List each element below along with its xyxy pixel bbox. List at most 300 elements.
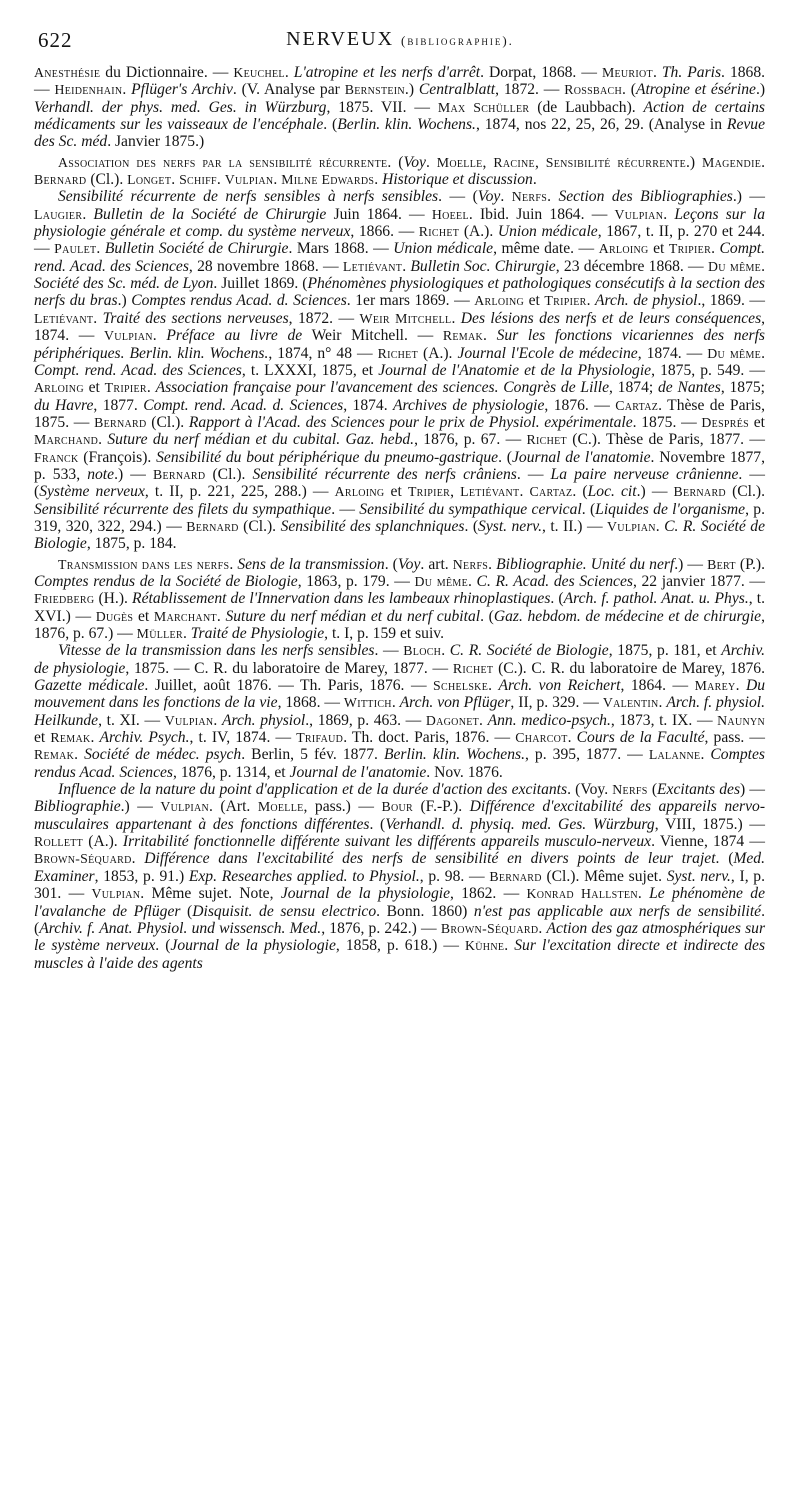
citation-text: , 1876. — — [544, 396, 616, 414]
author-name: Rossbach — [564, 82, 622, 98]
citation-title: Voy — [403, 153, 426, 171]
paragraph-anesthesie — [34, 64, 765, 151]
citation-text: . — [532, 171, 537, 189]
citation-title: Suture du nerf médian et du nerf cubital — [225, 607, 481, 625]
citation-title: Arch. von Pflüger — [399, 694, 511, 712]
citation-title: C. R. Société de Biologie — [449, 642, 609, 660]
citation-text: , p. 98. — — [419, 867, 490, 885]
citation-text: et — [34, 729, 51, 747]
citation-text: , 1868. — — [277, 694, 344, 712]
author-name: Arloing — [334, 484, 385, 500]
author-name: Longet — [127, 172, 172, 188]
author-name: Tripier — [544, 293, 587, 309]
citation-title: Arch. f. physiol. Heilkunde — [34, 694, 766, 729]
citation-text: , 1875; — [720, 379, 766, 397]
author-name: Franck — [34, 449, 79, 465]
citation-title: Excitants des — [657, 781, 741, 799]
citation-text: . ( — [572, 483, 588, 501]
citation-title: Verhandl. d. physiq. med. Ges. Würzburg — [385, 815, 655, 833]
citation-text: , pass.) — — [303, 798, 382, 816]
citation-text: , 28 novembre 1868. — — [188, 257, 343, 275]
citation-title: Arch. de physiol — [595, 292, 698, 310]
citation-text: , p. 319, 320, 322, 294.) — — [34, 500, 765, 535]
citation-text: .) — [685, 153, 703, 171]
citation-title: Sensibilité récurrente des nerfs crâniens — [252, 465, 517, 483]
citation-title: Comptes rendus de la Société de Biologie — [34, 572, 298, 590]
citation-text: .) — — [674, 555, 708, 573]
citation-text: , 1875, p. 181, et — [608, 642, 722, 660]
author-name: Rollett — [34, 834, 84, 850]
author-name: Keuchel — [233, 65, 285, 80]
citation-title: Archives de physiologie — [393, 396, 545, 414]
citation-text: Juin 1864. — — [326, 205, 432, 223]
author-name: Bernstein — [344, 82, 405, 98]
citation-text: . — [637, 885, 650, 903]
citation-title: Berlin. klin. Wochens. — [383, 746, 525, 764]
citation-text: . — [152, 327, 167, 345]
citation-text: , VIII, 1875.) — — [654, 815, 765, 833]
citation-text: . — [663, 205, 675, 223]
citation-title: Sur les fonctions vicariennes des nerfs périphériques. Berlin. klin. Wochens. — [34, 327, 765, 362]
citation-text: . Berlin, 5 fév. 1877. — [241, 746, 384, 764]
citation-title: Th. Paris — [661, 64, 722, 81]
citation-text: . — [451, 309, 461, 327]
citation-text: . art. — [420, 555, 453, 573]
running-subtitle: (bibliographie). — [401, 33, 514, 48]
citation-title: Bibliographie. Unité du nerf — [496, 555, 675, 573]
citation-title: Compt. rend. Acad. des Sciences — [34, 361, 242, 379]
author-name: Friedberg — [34, 591, 95, 607]
citation-title: Phénomènes physiologiques et pathologiques consécutifs à la section des nerfs du bras — [34, 275, 765, 310]
citation-text: .) — — [114, 465, 153, 483]
citation-title: Rétablissement de l'Innervation dans les lambeaux rhinoplastiques — [132, 590, 551, 608]
author-name: Bernard — [186, 518, 239, 534]
citation-title: Différence d'excitabilité des appareils nervo-musculaires appartenant à des fonctions différentes — [34, 798, 766, 833]
citation-title: Bulletin de la Société de Chirurgie — [93, 205, 327, 223]
citation-text: . ( — [34, 902, 765, 937]
citation-text: . ( — [155, 937, 171, 955]
citation-text: . Dorpat, 1868. — — [480, 64, 602, 81]
author-name: Paulet — [54, 241, 97, 257]
citation-text: (C.). C. R. du laboratoire de Marey, 1876. — [493, 659, 766, 677]
author-name: Sensibilité récurrente — [545, 154, 686, 170]
author-name: Tripier — [407, 484, 451, 500]
citation-text: . ( — [480, 607, 494, 625]
paragraph-association — [34, 154, 765, 189]
citation-title: Irritabilité fonctionnelle différente suivant les différents appareils musculo-nerveux — [122, 833, 652, 851]
paragraph-influence — [34, 781, 765, 972]
citation-text: . — [284, 64, 294, 81]
citation-text: , 1874, n° 48 — — [268, 344, 378, 362]
citation-title: Suture du nerf médian et du cubital. Gaz. hebd. — [107, 431, 415, 449]
citation-text: . Th. doct. Paris, 1876. — — [343, 729, 516, 747]
citation-title: Sensibilité des splanchniques — [280, 517, 465, 535]
citation-title: Traité des sections nerveuses — [102, 309, 289, 327]
citation-text: . ( — [622, 81, 636, 99]
author-name: Vulpian — [614, 206, 664, 222]
author-name: Cartaz — [529, 484, 573, 500]
citation-text: . Juillet 1869. ( — [213, 275, 308, 293]
citation-text: . — [213, 711, 222, 729]
author-name: Arloing — [474, 293, 525, 309]
author-name: Richet — [418, 224, 460, 240]
citation-title: Arch. physiol — [221, 711, 306, 729]
citation-text: , 1867, t. II, p. 270 et 244. — — [34, 223, 766, 258]
citation-text: (Cl.). Même sujet. — [541, 867, 667, 885]
citation-text: . — [658, 694, 667, 712]
citation-text: , — [450, 483, 461, 501]
author-name: Richet — [526, 432, 567, 448]
paragraph-vitesse — [34, 642, 765, 781]
citation-title: Compt. rend. Acad. des Sciences — [34, 240, 765, 275]
citation-text: . — [655, 517, 665, 535]
citation-text: . (Art. — [209, 798, 258, 816]
citation-text: . ( — [498, 448, 512, 466]
citation-text: . 1868. — — [34, 64, 766, 99]
citation-text: , t. XVI.) — — [34, 590, 765, 625]
citation-text: . — [547, 188, 559, 206]
citation-title: Action des gaz atmosphériques sur le système nerveux — [34, 919, 766, 955]
author-name: Schiff — [179, 172, 217, 188]
citation-title: Section des Bibliographies — [558, 188, 733, 206]
citation-title: Pflüger's Archiv — [131, 81, 233, 99]
citation-text: , 1873, t. IX. — — [610, 711, 718, 729]
citation-title: Sensibilité du sympathique cervical — [359, 500, 582, 518]
citation-text: . — [229, 555, 238, 573]
citation-title: Revue des Sc. méd — [34, 116, 766, 151]
citation-title: Archiv. de physiologie — [34, 642, 765, 677]
citation-text: , 1876, p. 1314, et — [173, 763, 290, 781]
citation-text: . — — [331, 500, 360, 518]
citation-text: . ( — [384, 555, 398, 573]
citation-text: , 1863, p. 179. — — [297, 572, 415, 590]
citation-text: et — [83, 379, 105, 397]
author-name: Charcot — [515, 730, 568, 746]
author-name: Dagonet — [425, 712, 480, 728]
citation-text: . Bonn. 1860) — [376, 902, 474, 920]
author-name: Lalanne — [648, 747, 701, 763]
citation-text: , 1874. — [343, 396, 394, 414]
citation-title: Sensibilité du bout périphérique du pneumo-gastrique — [156, 448, 499, 466]
citation-text: , II, p. 329. — — [510, 694, 603, 712]
citation-title: Bibliographie — [34, 798, 121, 816]
citation-title: Journal de la physiologie — [170, 937, 336, 955]
citation-title: Syst. nerv. — [478, 517, 542, 535]
author-name: Vulpian — [160, 799, 210, 815]
citation-title: C. R. Acad. des Sciences — [476, 572, 633, 590]
citation-title: Comptes rendus Acad. Sciences — [34, 746, 765, 781]
citation-title: Société des Sc. méd. de Lyon — [34, 275, 214, 293]
citation-text: .) — — [636, 483, 674, 501]
citation-title: Voy — [397, 555, 421, 573]
citation-title: Journal de l'Anatomie et de la Physiologie — [378, 361, 652, 379]
author-name: Dugès — [95, 608, 134, 624]
citation-text: . Juillet, août 1876. — Th. Paris, 1876. — — [144, 677, 434, 695]
citation-title: Sensibilité récurrente de nerfs sensibles à nerfs sensibles — [58, 188, 439, 206]
author-name: Trifaud — [296, 730, 344, 746]
citation-text: (F.-P.). — [412, 798, 470, 816]
citation-text: , p. 395, 1877. — — [524, 746, 649, 764]
author-name: Tripier — [668, 241, 712, 257]
citation-text: , t. LXXXI, 1875, et — [241, 361, 379, 379]
citation-text: Weir Mitchell. — — [302, 327, 443, 345]
citation-text: . 1875. — — [632, 413, 702, 431]
citation-text: . — [504, 937, 515, 955]
citation-text: (H.). — [94, 590, 133, 608]
author-name: Association des nerfs par la sensibilité récurrente — [58, 154, 388, 170]
author-name: Richet — [377, 345, 419, 361]
author-name: Remak — [34, 747, 75, 763]
citation-title: Arch. von Reichert — [498, 677, 621, 695]
citation-text: . — [483, 327, 497, 345]
citation-title: Historique et discussion — [382, 171, 533, 189]
citation-title: Sens de la transmission — [237, 555, 385, 573]
citation-text: . — [90, 729, 100, 747]
author-name: Nerfs — [511, 189, 548, 205]
citation-title: Gazette médicale — [34, 677, 145, 695]
citation-text: , 1876, p. 67.) — — [34, 607, 765, 642]
author-name: Marchant — [153, 608, 217, 624]
citation-text: et — [133, 607, 154, 625]
citation-title: Sensibilité récurrente des filets du sympathique — [34, 500, 332, 518]
author-name: Bert — [707, 556, 736, 572]
author-name: Racine — [493, 154, 535, 170]
citation-text: . — [146, 379, 156, 397]
citation-text: . Vienne, 1874 — — [651, 833, 765, 851]
citation-text: , t. IV, 1874. — — [189, 729, 297, 747]
citation-text: . — [216, 607, 226, 625]
citation-text: , 22 janvier 1877. — — [632, 572, 766, 590]
citation-text: . (V. Analyse par — [232, 81, 345, 99]
citation-title: Compt. rend. Acad. d. Sciences — [143, 396, 344, 414]
citation-text: . ( — [550, 590, 564, 608]
author-name: Nerfs — [452, 556, 489, 572]
citation-text: . — [273, 171, 282, 189]
citation-text: .) — — [732, 188, 766, 206]
citation-text: et — [524, 292, 545, 310]
citation-text: . — [488, 555, 497, 573]
citation-text: . ( — [369, 815, 386, 833]
author-name: Meuriot — [601, 65, 653, 80]
citation-text: (C.). Thèse de Paris, 1877. — — [566, 431, 765, 449]
citation-text: . Thèse de Paris, 1875. — — [34, 396, 766, 431]
citation-text: . — ( — [34, 465, 766, 501]
citation-text: , 1864. — — [620, 677, 695, 695]
page-header — [38, 28, 762, 62]
citation-title: Traité de Physiologie — [190, 625, 325, 642]
citation-title: Journal de l'anatomie — [511, 448, 651, 466]
author-name: Cartaz — [615, 397, 659, 413]
citation-text: (A.). — [459, 223, 498, 241]
citation-title: Journal de la physiologie — [280, 885, 451, 903]
citation-title: Vitesse de la transmission dans les nerfs sensibles — [58, 642, 375, 660]
citation-text: (Cl.). — [86, 171, 128, 189]
author-name: Du même — [414, 573, 468, 589]
author-name: Hoeel — [431, 206, 469, 222]
citation-text: . — [391, 694, 400, 712]
author-name: Müller — [136, 626, 183, 641]
citation-text: . — [700, 746, 711, 764]
running-title: NERVEUX — [286, 28, 395, 50]
citation-text: . — [425, 153, 437, 171]
citation-text: ., 1869, p. 463. — — [305, 711, 426, 729]
citation-text: . — [586, 292, 596, 310]
author-name: Moelle — [436, 154, 483, 170]
citation-text: , 1875, p. 549. — — [651, 361, 766, 379]
bibliography-text — [34, 64, 765, 972]
citation-text: , 1875, p. 184. — [86, 535, 177, 553]
citation-text: , t. XI. — — [98, 711, 165, 729]
author-name: Vulpian — [164, 712, 214, 728]
citation-text: . — — [374, 642, 404, 660]
citation-text: .) — [117, 292, 132, 310]
citation-title: Préface au livre de — [166, 327, 303, 345]
citation-title: Société de médec. psych — [84, 746, 242, 764]
citation-title: du Havre — [34, 396, 94, 414]
citation-title: Leçons sur la physiologie générale et comp. du système nerveux — [34, 205, 765, 241]
citation-text: , 1862. — — [450, 885, 527, 903]
author-name: Arloing — [34, 380, 84, 396]
author-name: Marey — [694, 678, 736, 694]
citation-text: et — [648, 240, 669, 258]
citation-text: .) — [755, 81, 766, 99]
citation-text: . 1er mars 1869. — — [346, 292, 475, 310]
author-name: Letiévant — [460, 484, 520, 500]
citation-text: , I, p. 301. — — [34, 867, 766, 903]
author-name: Marchand — [34, 432, 99, 448]
citation-text: . ( — [715, 850, 734, 868]
citation-title: Système nerveux — [39, 483, 145, 501]
citation-text: . Nov. 1876. — [426, 763, 503, 781]
citation-text: , 1872. — — [495, 81, 565, 99]
citation-text: (Cl.). — [725, 483, 765, 501]
author-name: Letiévant — [34, 310, 94, 326]
author-name: Valentin — [602, 695, 659, 711]
author-name: Magendie — [702, 154, 762, 170]
citation-title: Archiv. f. Anat. Physiol. und wissensch. Med. — [39, 919, 322, 937]
citation-text: . — [131, 850, 145, 868]
citation-text: . ( — [323, 116, 338, 134]
citation-title: Syst. nerv. — [666, 867, 731, 885]
citation-title: Disquisit. de sensu electrico — [192, 902, 377, 920]
citation-text: (Cl.). — [146, 413, 189, 431]
citation-title: n'est pas applicable aux nerfs de sensibilité — [473, 902, 762, 920]
citation-text: . — [479, 711, 488, 729]
author-name: Bernard — [34, 172, 87, 188]
citation-title: Union médicale — [393, 240, 494, 258]
citation-title: Ann. medico-psych. — [487, 711, 611, 729]
citation-text: . Même sujet. Note, — [140, 885, 281, 903]
citation-title: Liquides de l'organisme — [595, 500, 746, 518]
citation-text: , 1875. — C. R. du laboratoire de Marey, 1877. — — [125, 659, 453, 677]
citation-text: . Janvier 1875.) — [107, 133, 205, 151]
citation-text: et — [749, 413, 766, 431]
author-name: Heidenhain — [54, 82, 123, 98]
author-name: Letiévant — [342, 258, 403, 274]
citation-text: . — [122, 81, 132, 99]
citation-text: . — [93, 309, 103, 327]
citation-text: . — [500, 188, 512, 206]
citation-title: Loc. cit — [587, 483, 637, 501]
citation-text: . — [488, 677, 499, 695]
citation-text: , 1874. — — [637, 344, 708, 362]
citation-title: Centralblatt — [418, 81, 496, 99]
citation-title: Berlin. klin. Wochens. — [337, 116, 476, 134]
author-name: Vulpian — [91, 886, 141, 902]
citation-text: . — [402, 257, 411, 275]
citation-text: . ( — [581, 500, 596, 518]
citation-text: . — [761, 153, 766, 171]
citation-text: (A.). — [83, 833, 123, 851]
author-name: Nerfs — [612, 782, 648, 798]
citation-title: Exp. Researches applied. to Physiol. — [188, 867, 420, 885]
author-name: Brown-Séquard — [440, 920, 539, 936]
citation-text: (François). — [78, 448, 157, 466]
citation-text: . — [567, 729, 577, 747]
author-name: Schelske — [433, 678, 489, 694]
author-name: Anesthésie — [34, 65, 101, 80]
author-name: Du même — [707, 258, 762, 274]
author-name: Vulpian — [104, 328, 153, 344]
citation-text: . (Voy. — [567, 781, 613, 799]
citation-text: (P.). — [735, 555, 766, 573]
citation-text: , 1866. — — [350, 223, 419, 241]
page-number: 622 — [38, 28, 73, 52]
citation-title: Sur l'excitation directe et indirecte des muscles à l'aide des agents — [34, 937, 766, 972]
citation-text: . — [96, 240, 105, 258]
author-name: Naunyn — [717, 712, 766, 728]
citation-title: Arch. f. pathol. Anat. u. Phys. — [563, 590, 749, 608]
citation-title: de Nantes — [657, 379, 721, 397]
author-name: Milne Edwards — [281, 172, 375, 188]
author-name: Bernard — [152, 466, 206, 482]
citation-title: Journal l'Ecole de médecine — [457, 344, 638, 362]
citation-text: ( — [180, 902, 193, 920]
citation-text: , — [534, 153, 546, 171]
citation-text: . — ( — [438, 188, 478, 206]
citation-text: . — [182, 625, 191, 642]
citation-text: ( — [647, 781, 658, 799]
author-name: Remak — [442, 328, 484, 344]
author-name: Bernard — [94, 414, 147, 430]
paragraph-sensibilite-recurrente — [34, 188, 765, 552]
citation-title: Journal de l'anatomie — [289, 763, 427, 781]
citation-text: . — [652, 64, 662, 81]
author-name: Arloing — [598, 241, 649, 257]
author-name: Bernard — [673, 484, 726, 500]
author-name: Richet — [452, 660, 494, 676]
citation-title: Action de certains médicaments sur les vaisseaux de l'encéphale — [34, 98, 765, 134]
citation-title: Comptes rendus Acad. d. Sciences — [131, 292, 347, 310]
citation-title: Verhandl. der phys. med. Ges. in Würzburg — [34, 98, 327, 116]
author-name: Remak — [50, 730, 91, 746]
author-name: Vulpian — [607, 518, 656, 534]
citation-text: . — [216, 171, 225, 189]
citation-title: Le phénomène de l'avalanche de Pflüger — [34, 885, 766, 920]
citation-title: Influence de la nature du point d'application et de la durée d'action des excitants — [58, 781, 568, 799]
citation-text: . ( — [464, 517, 479, 535]
citation-title: Atropine et ésérine — [635, 81, 756, 99]
citation-title: Med. Examiner — [34, 850, 765, 885]
citation-text: du Dictionnaire. — — [100, 64, 234, 81]
citation-text: , t. II, p. 221, 225, 288.) — — [144, 483, 335, 501]
citation-text: . — [98, 431, 108, 449]
citation-title: note — [87, 465, 115, 483]
author-name: Bernard — [489, 868, 542, 884]
citation-text: , 1874. — — [34, 309, 766, 345]
citation-text: , t. II.) — — [541, 517, 608, 535]
citation-title: Du mouvement dans les fonctions de la vie — [34, 677, 766, 712]
